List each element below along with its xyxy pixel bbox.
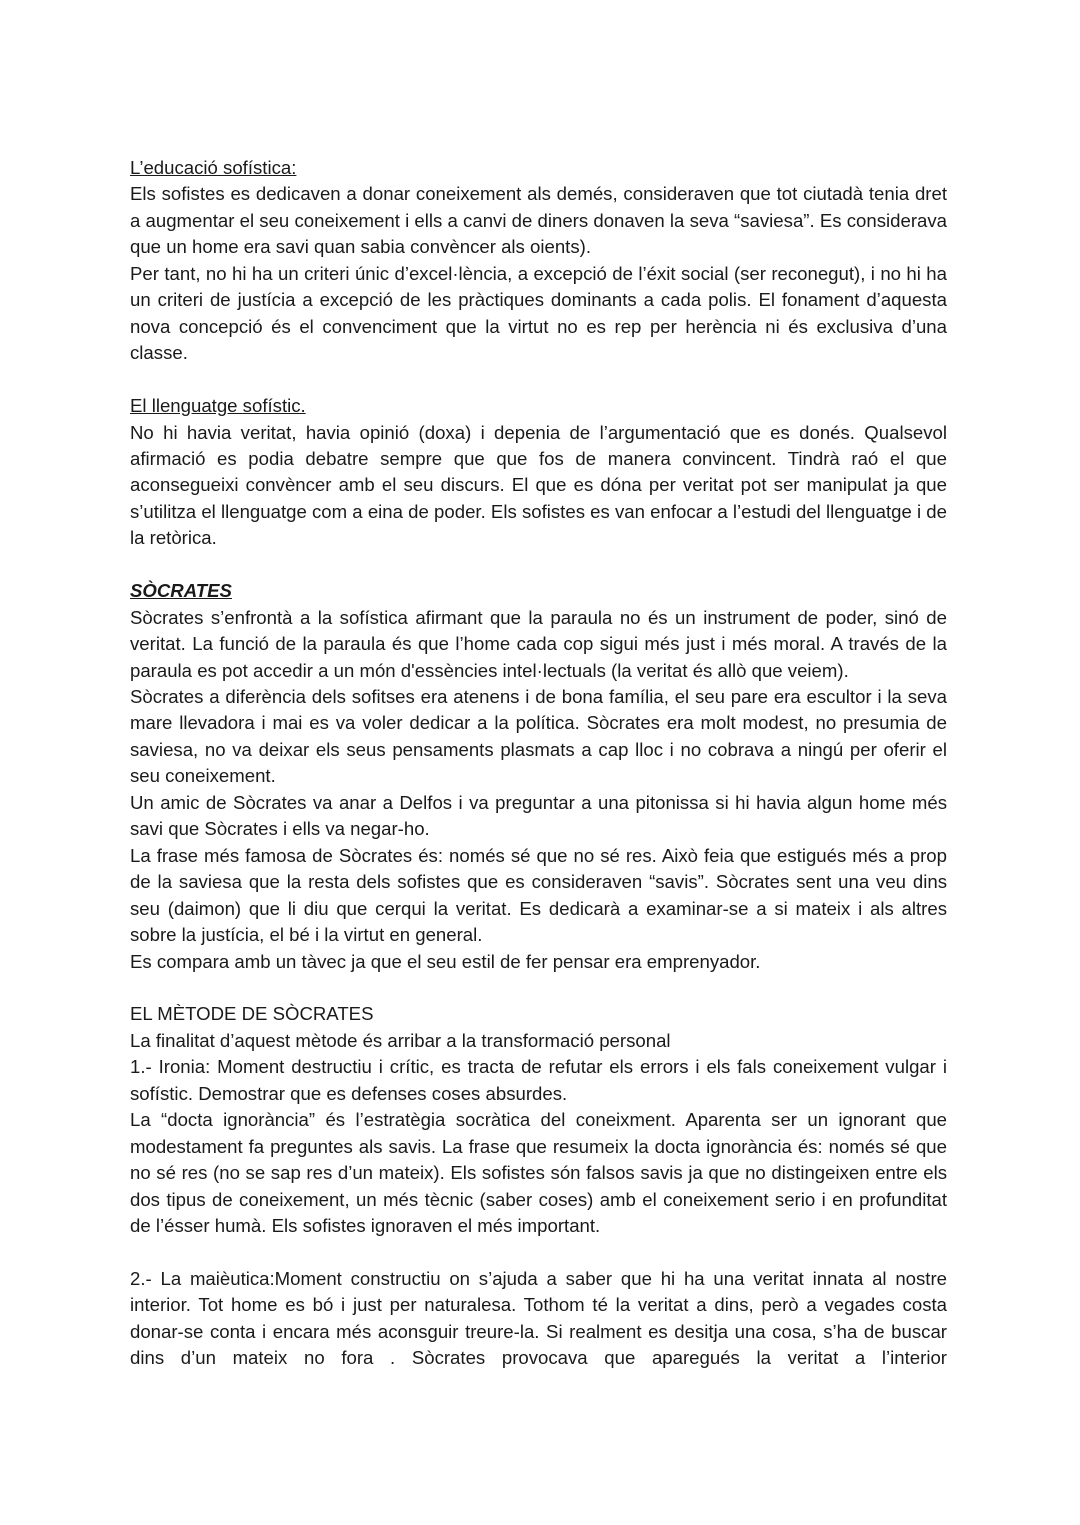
paragraph: 1.- Ironia: Moment destructiu i crític, es tracta de refutar els errors i els fals coneixement vulgar i sofístic. Demostrar que es defenses coses absurdes. bbox=[130, 1056, 947, 1104]
paragraph: La “docta ignorància” és l’estratègia socràtica del coneixment. Aparenta ser un ignorant que modestament fa preguntes als savis. La frase que resumeix la docta ignorància és: només sé que no sé res (no se sap res d’un mateix). Els sofistes són falsos savis ja que no distingeixen entre els dos tipus de coneixement, un més tècnic (saber coses) amb el coneixement serio i en profunditat de l’ésser humà. Els sofistes ignoraven el més important. bbox=[130, 1109, 947, 1237]
paragraph: Per tant, no hi ha un criteri únic d’excel·lència, a excepció de l’éxit social (ser reconegut), i no hi ha un criteri de justícia a excepció de les pràctiques dominants a cada polis. El fonament d’aquesta nova concepció és el convenciment que la virtut no es rep per herència ni és exclusiva d’una classe. bbox=[130, 262, 947, 364]
paragraph: La frase més famosa de Sòcrates és: només sé que no sé res. Això feia que estigués més a prop de la saviesa que la resta dels sofistes que es consideraven “savis”. Sòcrates sent una veu dins seu (daimon) que li diu que cerqui la veritat. Es dedicarà a examinar-se a si mateix i als altres sobre la justícia, el bé i la virtut en general. bbox=[130, 844, 947, 946]
paragraph-maieutica: 2.- La maièutica:Moment constructiu on s’ajuda a saber que hi ha una veritat innata al nostre interior. Tot home es bó i just per naturalesa. Tothom té la veritat a dins, però a vegades costa donar-se conta i encara més aconsguir treure-la. Si realment es desitja una cosa, s’ha de buscar dins d’un mateix no fora . Sòcrates provocava que aparegués la veritat a l’interior bbox=[130, 1267, 947, 1369]
paragraph: Un amic de Sòcrates va anar a Delfos i va preguntar a una pitonissa si hi havia algun home més savi que Sòcrates i ells va negar-ho. bbox=[130, 791, 947, 840]
heading-socrates: SÒCRATES bbox=[130, 580, 232, 602]
paragraph: Es compara amb un tàvec ja que el seu estil de fer pensar era emprenyador. bbox=[130, 950, 761, 972]
heading-educacio-sofistica: L’educació sofística: bbox=[130, 157, 297, 178]
document-page bbox=[130, 155, 947, 1372]
paragraph: No hi havia veritat, havia opinió (doxa) i depenia de l’argumentació que es donés. Qualsevol afirmació es podia debatre sempre que que fos de manera convincent. Tindrà raó el que aconsegueixi convèncer amb el seu discurs. El que es dóna per veritat pot ser manipulat ja que s’utilitza el llenguatge com a eina de poder. Els sofistes es van enfocar a l’estudi del llenguatge i de la retòrica. bbox=[130, 421, 947, 549]
paragraph: Els sofistes es dedicaven a donar coneixement als demés, consideraven que tot ciutadà tenia dret a augmentar el seu coneixement i ells a canvi de diners donaven la seva “saviesa”. Es considerava que un home era savi quan sabia convèncer als oients). bbox=[130, 183, 947, 258]
paragraph: La finalitat d’aquest mètode és arribar a la transformació personal bbox=[130, 1029, 671, 1051]
paragraph: Sòcrates s’enfrontà a la sofística afirmant que la paraula no és un instrument de poder, sinó de veritat. La funció de la paraula és que l’home cada cop sigui més just i més moral. A través de la paraula es pot accedir a un món d'essències intel·lectuals (la veritat és allò que veiem). bbox=[130, 606, 947, 681]
heading-llenguatge-sofistic: El llenguatge sofístic. bbox=[130, 395, 306, 417]
heading-metode-socrates: EL MÈTODE DE SÒCRATES bbox=[130, 1003, 374, 1025]
paragraph: Sòcrates a diferència dels sofitses era atenens i de bona família, el seu pare era escultor i la seva mare llevadora i mai es va voler dedicar a la política. Sòcrates era molt modest, no presumia de saviesa, no va deixar els seus pensaments plasmats a cap lloc i no cobrava a ningú per oferir el seu coneixement. bbox=[130, 686, 947, 787]
